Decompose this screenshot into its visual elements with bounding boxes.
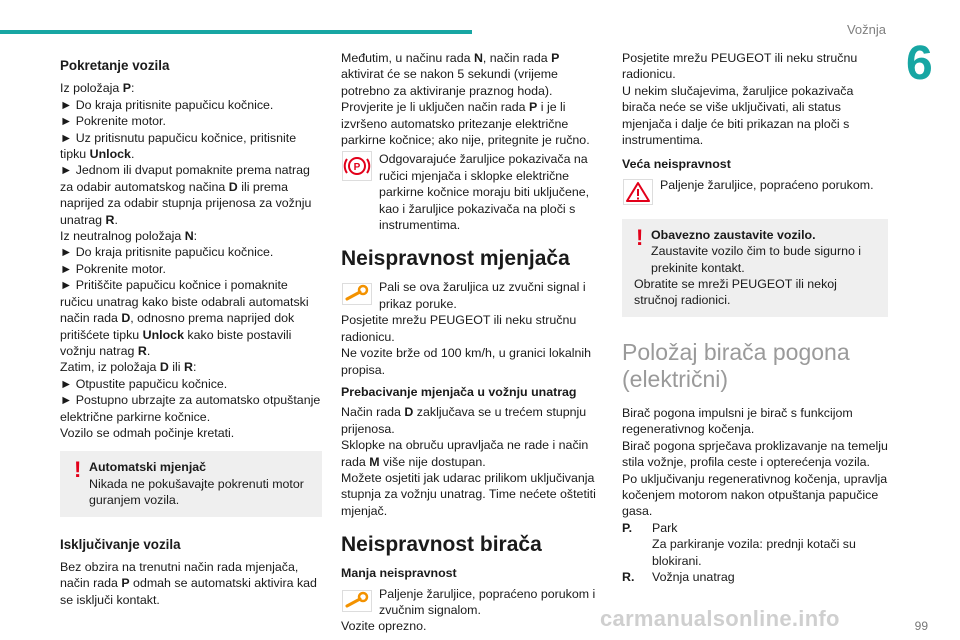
bullet: ► Do kraja pritisnite papučicu kočnice.	[60, 245, 274, 260]
exclamation-icon: !	[636, 224, 644, 250]
header-accent-bar	[0, 30, 472, 34]
para-switching-off: Bez obzira na trenutni način rada mjenjača, način rada P odmah se automatski aktivira kad se isključi kontakt.	[60, 559, 317, 607]
gear-icon-text: Pali se ova žaruljica uz zvučni signal i prikaz poruke.	[379, 280, 586, 311]
note-stop-vehicle	[622, 219, 888, 317]
para-cases: U nekim slučajevima, žaruljice pokazivača birača neće se više uključivati, ali status mjenjača i dalje će biti prikazan na ploči s instrumentima.	[622, 83, 854, 148]
para-then: Zatim, iz položaja D ili R:	[60, 360, 197, 375]
para-from-p: Iz položaja P:	[60, 81, 135, 96]
bullet: ► Jednom ili dvaput pomaknite prema natrag za odabir automatskog načina D ili prema naprijed za odabir stupnja prijenosa za vožnju unatrag R.	[60, 163, 312, 227]
bullet: ► Uz pritisnutu papučicu kočnice, pritisnite tipku Unlock.	[60, 130, 297, 162]
minor-fault-row	[341, 586, 603, 619]
def-text: Vožnja unatrag	[652, 569, 735, 584]
gear-text: Posjetite mrežu PEUGEOT ili neku stručnu radionicu. Ne vozite brže od 100 km/h, u granici lokalnih propisa.	[341, 313, 592, 377]
def-park	[622, 520, 888, 569]
bullet: ► Do kraja pritisnite papučicu kočnice.	[60, 97, 274, 112]
bullet: ► Otpustite papučicu kočnice.	[60, 376, 228, 391]
para-pos-2: Birač pogona sprječava proklizavanje na temelju stila vožnje, profila ceste i opterećenja vozila.	[622, 438, 888, 470]
bullet: ► Pokrenite motor.	[60, 114, 166, 129]
minor-text: Vozite oprezno.	[341, 619, 427, 634]
para-from-n: Iz neutralnog položaja N:	[60, 229, 198, 244]
wrench-icon	[341, 279, 373, 309]
minor-icon-text: Paljenje žaruljice, popraćeno porukom i zvučnim signalom.	[379, 586, 596, 617]
note-text: Nikada ne pokušavajte pokrenuti motor guranjem vozila.	[89, 476, 304, 508]
note-title: Automatski mjenjač	[89, 460, 207, 475]
note-text-2: Obratite se mreži PEUGEOT ili nekoj stručnoj radionici.	[634, 277, 837, 308]
wrench-icon	[341, 586, 373, 616]
heading-selector-fault: Neispravnost birača	[341, 533, 542, 557]
para-n-mode: Međutim, u načinu rada N, način rada P aktivirat će se nakon 5 sekundi (vrijeme potrebno za aktiviranje praznog hoda).	[341, 51, 560, 98]
note-text-1: Zaustavite vozilo čim to bude sigurno i prekinite kontakt.	[651, 244, 862, 275]
brake-text: Odgovarajuće žaruljice pokazivača na ručici mjenjača i sklopke električne parkirne kočnice moraju biti uključene, kao i žaruljice pokazivača na ploči s instrumentima.	[379, 152, 590, 233]
brake-warning-row	[341, 151, 603, 233]
column-3	[622, 50, 888, 585]
major-icon-text: Paljenje žaruljice, popraćeno porukom.	[660, 177, 874, 192]
heading-drive-selector: Položaj birača pogona (električni)	[622, 338, 850, 392]
heading-minor-fault: Manja neispravnost	[341, 566, 457, 581]
def-reverse	[622, 569, 888, 585]
para-reverse-3: Možete osjetiti jak udarac prilikom uključivanja stupnja za vožnju unatrag. Time nećete oštetiti mjenjač.	[341, 470, 596, 518]
heading-switching-off: Isključivanje vozila	[60, 536, 181, 552]
watermark: carmanualsonline.info	[600, 606, 840, 631]
note-automatic-gearbox	[60, 451, 322, 516]
column-1	[60, 50, 322, 608]
para-pos-3: Po uključivanju regenerativnog kočenja, upravlja kočenjem motorom nakon otpuštanja papučice gasa.	[622, 471, 888, 519]
note-title: Obavezno zaustavite vozilo.	[651, 227, 816, 242]
exclamation-icon: !	[74, 457, 82, 483]
para-starts: Vozilo se odmah počinje kretati.	[60, 425, 235, 440]
bullet: ► Pritiščite papučicu kočnice i pomaknite ručicu unatrag kako biste odabrali automatski način rada D, odnosno prema naprijed dok pritišćete tipku Unlock kako biste postavili vožnju natrag R.	[60, 278, 309, 358]
def-key: R.	[622, 569, 635, 584]
para-reverse-2: Sklopke na obruču upravljača ne rade i način rada M više nije dostupan.	[341, 438, 589, 469]
heading-starting: Pokretanje vozila	[60, 58, 170, 73]
para-check-p: Provjerite je li uključen način rada P i je li izvršeno automatsko pritezanje električne parkirne kočnice; ako nije, pritegnite je ručno.	[341, 100, 590, 148]
bullet: ► Postupno ubrzajte za automatsko otpuštanje električne parkirne kočnice.	[60, 393, 321, 424]
column-2	[341, 50, 603, 635]
gearbox-fault-row	[341, 279, 603, 312]
para-visit: Posjetite mrežu PEUGEOT ili neku stručnu radionicu.	[622, 51, 858, 82]
def-text: Park Za parkiranje vozila: prednji kotači su blokirani.	[652, 520, 856, 568]
chapter-number: 6	[906, 37, 933, 90]
para-pos-1: Birač pogona impulsni je birač s funkcijom regenerativnog kočenja.	[622, 405, 853, 437]
heading-gearbox-fault: Neispravnost mjenjača	[341, 247, 570, 271]
warning-triangle-icon	[622, 177, 654, 207]
bullet: ► Pokrenite motor.	[60, 261, 166, 276]
heading-reverse: Prebacivanje mjenjača u vožnju unatrag	[341, 384, 577, 399]
def-key: P.	[622, 520, 633, 535]
major-fault-row	[622, 177, 888, 207]
para-reverse-1: Način rada D zaključava se u trećem stupnju prijenosa.	[341, 405, 587, 436]
section-name: Vožnja	[846, 22, 886, 37]
svg-text:P: P	[353, 162, 361, 174]
parking-brake-icon	[341, 151, 373, 181]
page-number: 99	[914, 619, 928, 633]
heading-major-fault: Veća neispravnost	[622, 157, 731, 172]
